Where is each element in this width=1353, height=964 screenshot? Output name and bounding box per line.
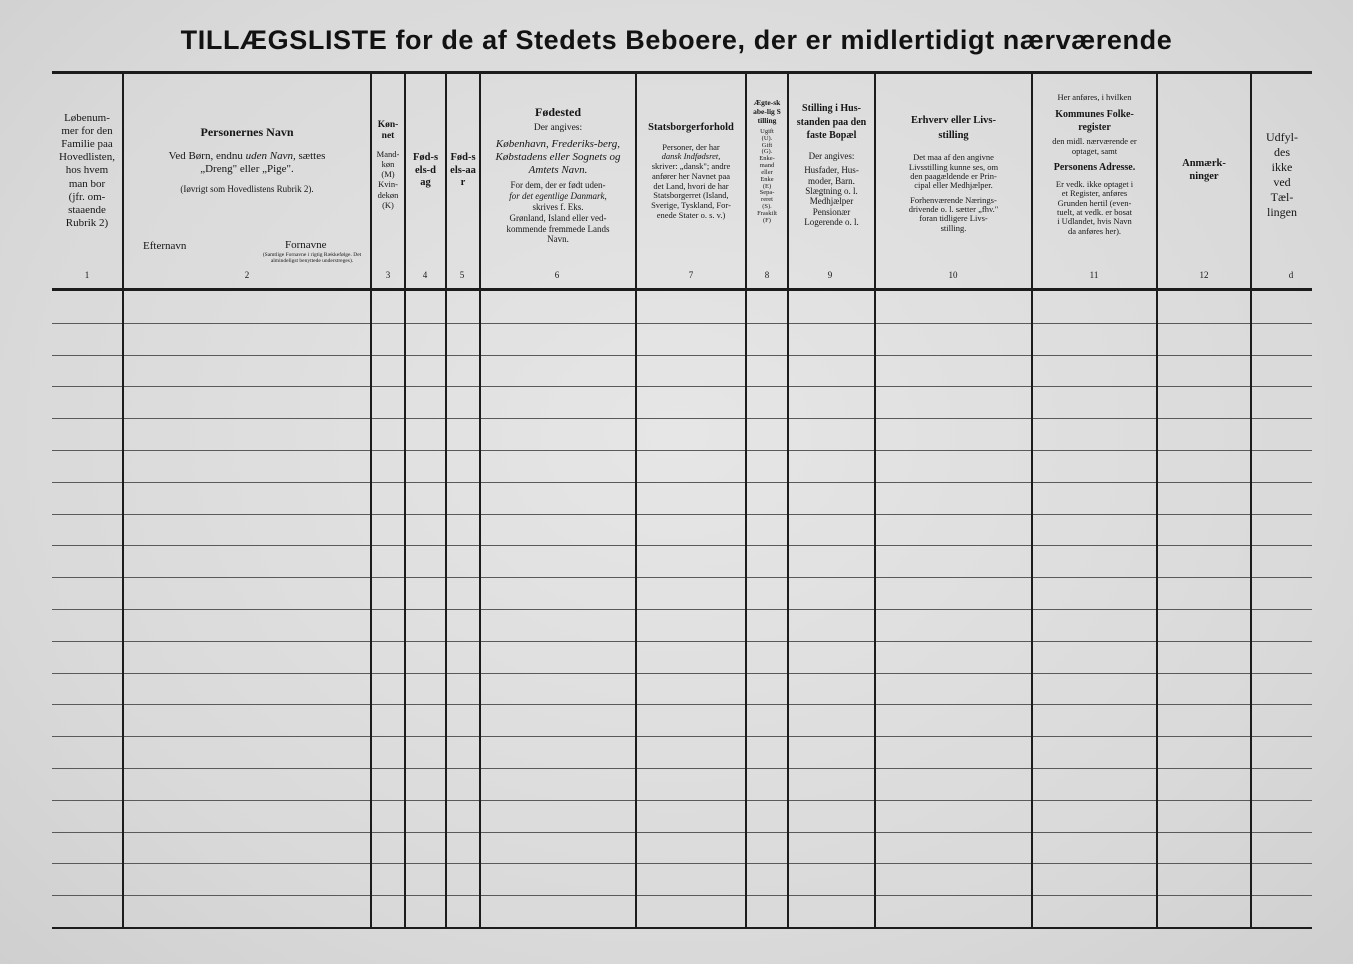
col8-line: (S). — [762, 202, 772, 210]
header-bottom-rule — [52, 288, 1312, 291]
column-1-header — [52, 80, 122, 262]
col11-heading: Kommunes Folke-register — [1055, 109, 1134, 134]
col6-heading: Fødested — [535, 105, 581, 119]
col11-line: tuelt, at vedk. er bosat — [1056, 206, 1133, 217]
column-number-5: 5 — [459, 270, 465, 280]
col9-heading: Stilling i Hus-standen paa den faste Bopæl — [796, 103, 867, 141]
col8-line: Enke- — [759, 155, 775, 163]
col11-line: et Register, anføres — [1061, 188, 1128, 199]
column-d-header — [1252, 80, 1312, 262]
col11-top: Her anføres, i hvilken — [1057, 92, 1132, 102]
col9-line: Husfader, Hus- — [804, 165, 859, 176]
cold-line: lingen — [1267, 205, 1297, 219]
col10-line: den paagældende er Prin- — [910, 171, 997, 182]
col8-line: (F) — [763, 216, 771, 224]
col1-line: Hovedlisten, — [59, 151, 115, 164]
col1-line: staaende — [68, 203, 106, 216]
col2-text2: „Dreng" eller „Pige". — [200, 163, 294, 176]
cold-line: Tæl- — [1270, 190, 1294, 204]
entry-row-line — [52, 832, 1312, 833]
entry-row-line — [52, 609, 1312, 610]
entry-row-line — [52, 768, 1312, 769]
column-10-header — [876, 80, 1031, 262]
col6-line: Navn. — [547, 234, 569, 245]
col3-line: køn — [381, 158, 395, 169]
entry-row-line — [52, 863, 1312, 864]
col8-line: (G). — [761, 148, 773, 156]
column-number-1: 1 — [84, 270, 90, 280]
col2-note: (Iøvrigt som Hovedlistens Rubrik 2). — [180, 184, 314, 195]
col2-text1-tail: sættes — [298, 150, 326, 162]
column-number-d: d — [1288, 270, 1294, 280]
column-3-header — [372, 80, 404, 262]
col8-line: reret — [761, 196, 773, 204]
col1-line: Rubrik 2) — [65, 217, 109, 230]
column-8-header — [747, 80, 787, 262]
bottom-rule — [52, 927, 1312, 929]
column-number-4: 4 — [422, 270, 428, 280]
col2-sub-right-note: (Samtlige Fornavne i rigtig Rækkefølge. Det almindeligst benyttede understreges). — [262, 252, 362, 265]
col3-line: (K) — [382, 199, 394, 210]
col8-line: Ugift — [760, 128, 774, 135]
col7-line: dansk Indfødsret, — [661, 151, 721, 162]
col2-text1 — [169, 150, 326, 163]
column-number-10: 10 — [948, 270, 958, 280]
cold-line: ved — [1273, 175, 1291, 189]
col1-line: Familie paa — [61, 138, 113, 151]
col8-line: Fraskilt — [757, 209, 777, 217]
col8-line: Gift — [761, 141, 773, 149]
col10-line: Forhenværende Nærings- — [910, 194, 997, 205]
col3-line: Mand- — [376, 148, 400, 159]
col2-text1-italic: uden Navn, — [245, 150, 296, 162]
col11-heading2: Personens Adresse. — [1053, 161, 1136, 173]
col9-sub: Der angives: — [808, 150, 855, 161]
col7-line: skriver: „dansk"; andre — [651, 161, 731, 172]
col3-line: (M) — [381, 169, 395, 180]
col8-heading: Ægte-skabe-lig Stilling — [753, 98, 781, 125]
col11-sub: den midl. nærværende er optaget, samt — [1052, 136, 1137, 156]
entry-row-line — [52, 450, 1312, 451]
column-6-header — [481, 80, 635, 262]
col11-line: da anføres her). — [1067, 225, 1122, 236]
col9-line: Slægtning o. l. — [805, 185, 858, 196]
col7-heading: Statsborgerforhold — [648, 122, 734, 133]
entry-row-line — [52, 673, 1312, 674]
col7-line: Statsborgerret (Island, — [653, 190, 729, 201]
top-rule — [52, 71, 1312, 74]
entry-row-line — [52, 895, 1312, 896]
column-number-2: 2 — [244, 270, 250, 280]
col6-line: skrives f. Eks. — [532, 201, 584, 212]
col2-sub-left: Efternavn — [143, 240, 187, 252]
entry-row-line — [52, 800, 1312, 801]
entry-row-line — [52, 641, 1312, 642]
column-number-3: 3 — [385, 270, 391, 280]
col2-heading: Personernes Navn — [200, 125, 294, 139]
col9-line: Logerende o. l. — [804, 217, 859, 228]
column-7-header — [637, 80, 745, 262]
col6-line: kommende fremmede Lands — [506, 223, 610, 234]
col7-line: Sverige, Tyskland, For- — [651, 200, 731, 211]
entry-row-line — [52, 386, 1312, 387]
col10-line: foran tidligere Livs- — [919, 213, 988, 224]
entry-row-line — [52, 418, 1312, 419]
col8-line: eller — [761, 168, 773, 176]
col7-line: enede Stater o. s. v.) — [656, 209, 726, 220]
col1-line: hos hvem — [65, 164, 109, 177]
col6-italic: København, Frederiks-berg, Købstadens eller Sognets og Amtets Navn. — [495, 138, 621, 176]
cold-line: ikke — [1271, 160, 1293, 174]
column-5-header — [447, 80, 479, 262]
col10-line: cipal eller Medhjælper. — [914, 180, 993, 191]
col11-line: Grunden hertil (even- — [1057, 197, 1132, 208]
column-number-12: 12 — [1199, 270, 1209, 280]
col10-line: Det maa af den angivne — [913, 152, 994, 163]
column-11-header — [1033, 80, 1156, 262]
column-number-8: 8 — [764, 270, 770, 280]
col2-text1-a: Ved Børn, endnu — [168, 150, 243, 162]
col7-line: anfører her Navnet paa — [651, 170, 731, 181]
column-9-header — [789, 80, 874, 262]
col6-line: Grønland, Island eller ved- — [509, 212, 607, 223]
col1-line: Løbenum- — [64, 111, 110, 124]
col1-line: (jfr. om- — [68, 190, 106, 203]
cold-line: Udfyl- — [1266, 130, 1298, 144]
col4-heading: Fød-sels-dag — [412, 152, 439, 189]
column-number-6: 6 — [554, 270, 560, 280]
col8-line: mand — [759, 162, 775, 170]
column-number-7: 7 — [688, 270, 694, 280]
column-2-header — [124, 80, 370, 265]
col1-line: man bor — [68, 177, 106, 190]
col2-sub-right: Fornavne — [285, 239, 327, 251]
entry-row-line — [52, 704, 1312, 705]
form-title: TILLÆGSLISTE for de af Stedets Beboere, der er midlertidigt nærværende — [180, 25, 1173, 55]
col11-line: i Udlandet, hvis Navn — [1057, 216, 1132, 227]
col6-line: For dem, der er født uden- — [510, 180, 606, 191]
col6-sub: Der angives: — [533, 123, 583, 133]
col10-line: drivende o. l. sætter „fhv." — [908, 204, 999, 215]
cold-line: des — [1274, 145, 1290, 159]
col12-heading: Anmærk-ninger — [1182, 158, 1226, 182]
col7-line: det Land, hvori de har — [653, 180, 729, 191]
entry-row-line — [52, 545, 1312, 546]
entry-row-line — [52, 736, 1312, 737]
col10-line: Livsstilling kunne ses, om — [908, 161, 999, 172]
col10-heading: Erhverv eller Livs-stilling — [911, 115, 996, 141]
column-4-header — [406, 80, 445, 262]
col3-line: Kvin- — [378, 179, 398, 190]
col7-line: Personer, der har — [662, 141, 720, 152]
column-number-9: 9 — [827, 270, 833, 280]
col3-line: dekøn — [377, 189, 399, 200]
entry-row-line — [52, 577, 1312, 578]
col10-line: stilling. — [940, 222, 967, 233]
entry-row-line — [52, 482, 1312, 483]
entry-row-line — [52, 323, 1312, 324]
col8-line: (E) — [762, 182, 772, 190]
col1-line: mer for den — [61, 124, 113, 137]
col3-heading: Køn-net — [377, 120, 399, 142]
col11-line: Er vedk. ikke optaget i — [1055, 178, 1134, 189]
col9-line: moder, Barn. — [808, 175, 855, 186]
col9-line: Medhjælper — [809, 196, 854, 207]
column-12-header — [1158, 80, 1250, 262]
col8-line: (U). — [761, 134, 773, 142]
col8-line: Enke — [760, 175, 774, 183]
col5-heading: Fød-sels-aar — [450, 152, 476, 189]
col6-line: for det egentlige Danmark, — [509, 191, 607, 202]
column-number-11: 11 — [1089, 270, 1099, 280]
entry-row-line — [52, 355, 1312, 356]
col8-line: Sepa- — [759, 189, 775, 197]
entry-row-line — [52, 514, 1312, 515]
col9-line: Pensionær — [812, 206, 851, 217]
